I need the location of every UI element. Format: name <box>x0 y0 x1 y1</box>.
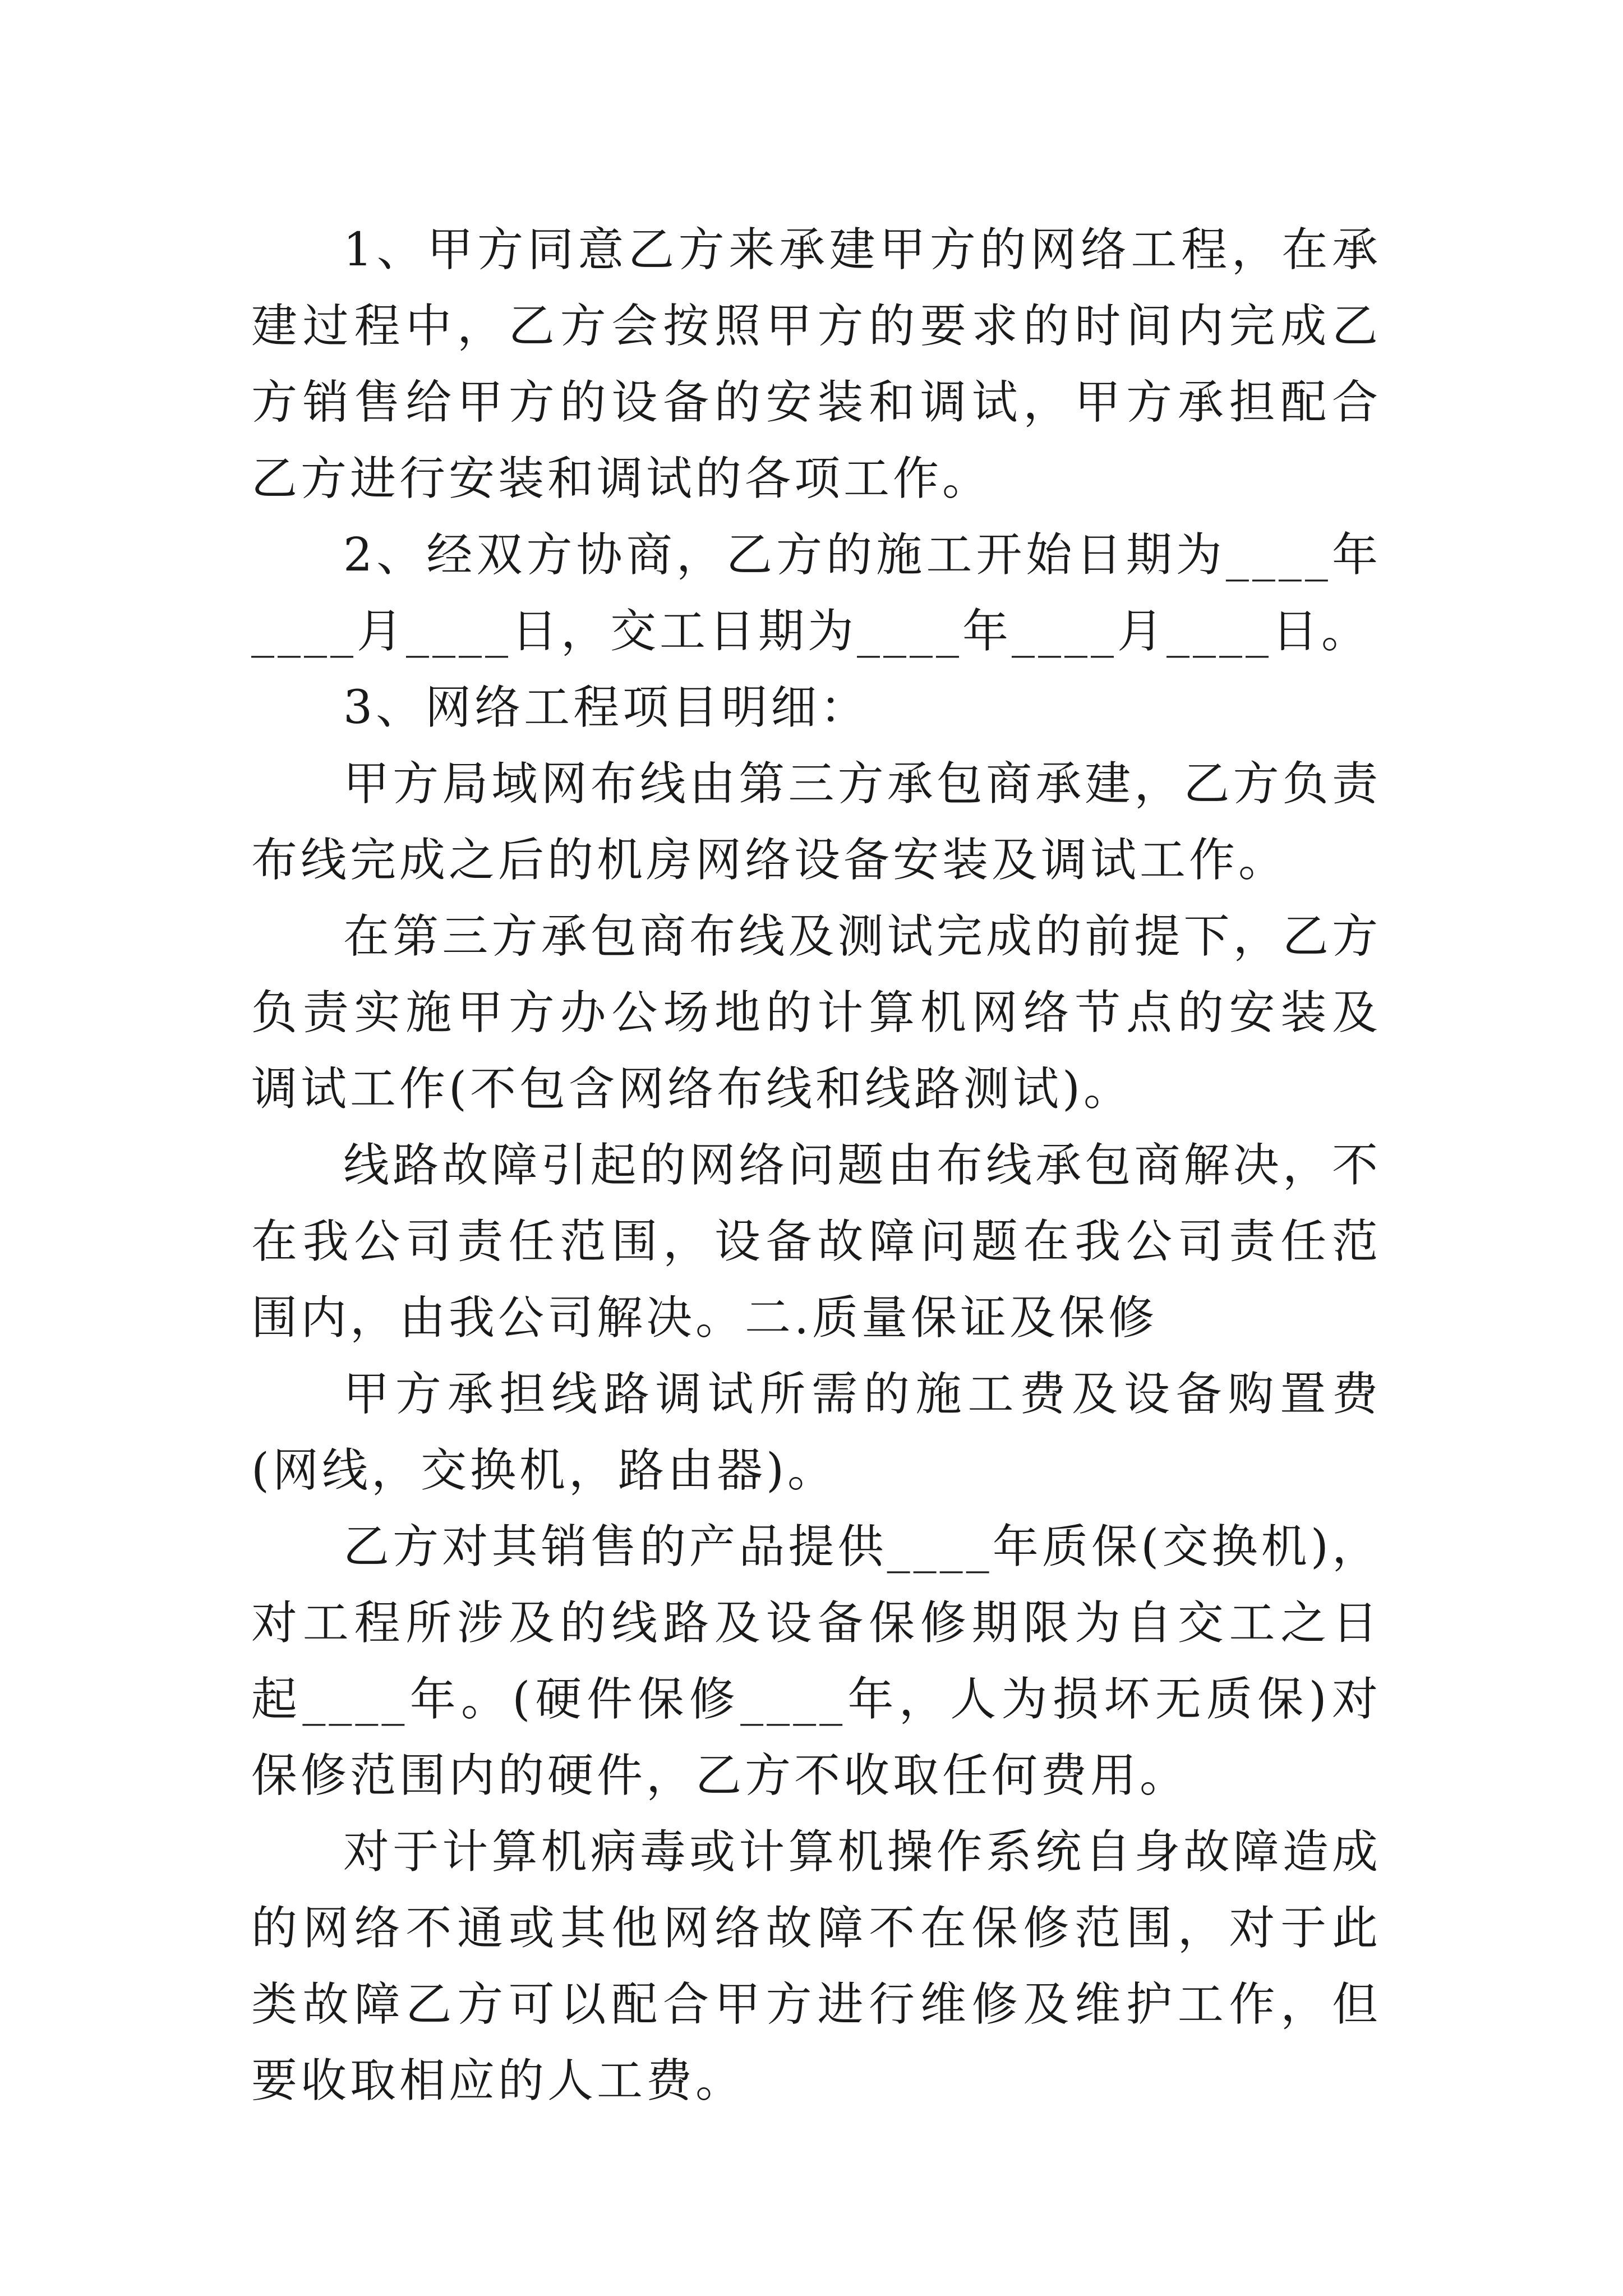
paragraph-fault-responsibility: 线路故障引起的网络问题由布线承包商解决，不在我公司责任范围，设备故障问题在我公司责任范围内，由我公司解决。二.质量保证及保修 <box>251 1139 1381 1345</box>
paragraph-clause-1: 1、甲方同意乙方来承建甲方的网络工程，在承建过程中，乙方会按照甲方的要求的时间内完成乙方销售给甲方的设备的安装和调试，甲方承担配合乙方进行安装和调试的各项工作。 <box>251 223 1381 505</box>
paragraph-lan-cabling: 甲方局域网布线由第三方承包商承建，乙方负责布线完成之后的机房网络设备安装及调试工作。 <box>251 757 1381 887</box>
paragraph-node-installation: 在第三方承包商布线及测试完成的前提下，乙方负责实施甲方办公场地的计算机网络节点的安装及调试工作(不包含网络布线和线路测试)。 <box>251 910 1381 1116</box>
paragraph-costs: 甲方承担线路调试所需的施工费及设备购置费(网线，交换机，路由器)。 <box>251 1368 1381 1497</box>
paragraph-warranty: 乙方对其销售的产品提供____年质保(交换机)，对工程所涉及的线路及设备保修期限为自交工之日起____年。(硬件保修____年，人为损坏无质保)对保修范围内的硬件，乙方不收取任何费用。 <box>251 1520 1381 1802</box>
document-body <box>251 212 1381 2119</box>
paragraph-clause-2-dates: 2、经双方协商，乙方的施工开始日期为____年____月____日，交工日期为____年____月____日。 <box>251 528 1381 658</box>
paragraph-clause-3-heading: 3、网络工程项目明细： <box>343 681 870 734</box>
paragraph-virus-exclusion: 对于计算机病毒或计算机操作系统自身故障造成的网络不通或其他网络故障不在保修范围，对于此类故障乙方可以配合甲方进行维修及维护工作，但要收取相应的人工费。 <box>251 1825 1381 2108</box>
